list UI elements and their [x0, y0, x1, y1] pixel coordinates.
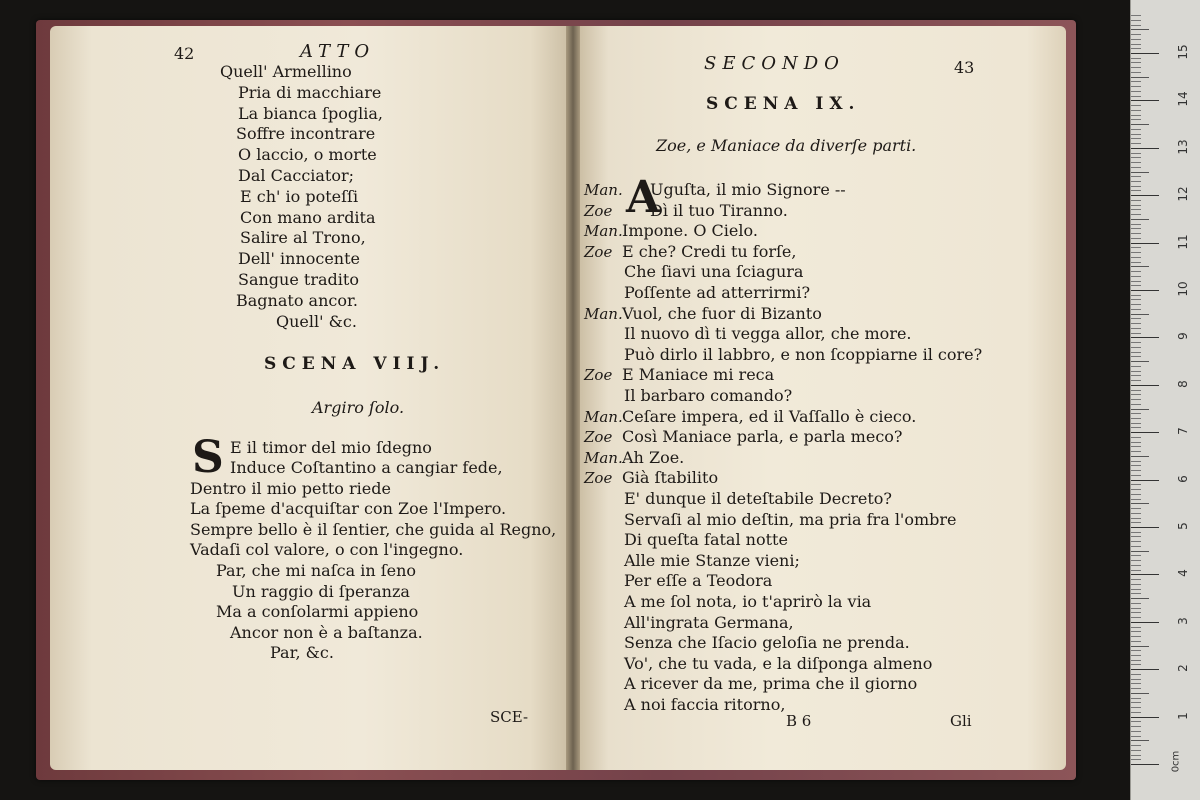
ruler-tick [1131, 432, 1159, 433]
ruler-tick [1131, 219, 1149, 220]
measuring-ruler [1130, 0, 1200, 800]
ruler-tick [1131, 375, 1141, 376]
aria-line: Induce Coſtantino a cangiar fede, [230, 458, 503, 477]
ruler-tick [1131, 34, 1141, 35]
ruler-tick [1131, 153, 1141, 154]
ruler-tick [1131, 759, 1141, 760]
ruler-tick [1131, 721, 1141, 722]
ruler-tick [1131, 48, 1141, 49]
ruler-tick [1131, 337, 1159, 338]
dialogue-line: Dì il tuo Tiranno. [650, 200, 788, 220]
ruler-tick [1131, 105, 1141, 106]
speaker-label: Zoe [584, 428, 613, 447]
ruler-tick [1131, 660, 1141, 661]
ruler-tick [1131, 740, 1149, 741]
dialogue-line: A ricever da me, prima che il giorno [624, 674, 918, 694]
ruler-tick [1131, 190, 1141, 191]
running-head-right: SECONDO [704, 53, 845, 74]
speaker-label: Man. [584, 304, 623, 323]
dialogue-line: Ceſare impera, ed il Vaſſallo è cieco. [622, 406, 917, 426]
ruler-tick [1131, 285, 1141, 286]
ruler-tick [1131, 707, 1141, 708]
dialogue-line: Vo', che tu vada, e la diſponga almeno [624, 653, 933, 673]
ruler-number: 10 [1176, 281, 1190, 297]
ruler-tick [1131, 119, 1141, 120]
ruler-tick [1131, 243, 1159, 244]
ruler-tick [1131, 465, 1141, 466]
dialogue-line: Così Maniace parla, e parla meco? [622, 427, 903, 447]
catchword-left: SCE- [490, 708, 529, 726]
ruler-tick [1131, 309, 1141, 310]
ruler-tick [1131, 541, 1141, 542]
ruler-number: 14 [1176, 91, 1190, 108]
verse-line: Dell' innocente [238, 249, 361, 269]
ruler-tick [1131, 427, 1141, 428]
dialogue-line: All'ingrata Germana, [624, 612, 794, 632]
ruler-tick [1131, 570, 1141, 571]
dialogue-line: Impone. O Cielo. [622, 221, 758, 241]
ruler-tick [1131, 636, 1141, 637]
dialogue-line: E Maniace mi reca [622, 365, 775, 385]
stage-direction-right: Zoe, e Maniace da diverſe parti. [656, 136, 917, 155]
ruler-tick [1131, 674, 1141, 675]
ruler-tick [1131, 664, 1141, 665]
ruler-tick [1131, 110, 1141, 111]
ruler-tick [1131, 390, 1141, 391]
verse-line: Salire al Trono, [240, 228, 366, 248]
ruler-tick [1131, 446, 1141, 447]
ruler-tick [1131, 100, 1159, 101]
ruler-tick [1131, 143, 1141, 144]
dialogue-line: Già ſtabilito [622, 468, 719, 488]
verse-line: O laccio, o morte [238, 145, 377, 165]
ruler-tick [1131, 627, 1141, 628]
ruler-tick [1131, 508, 1141, 509]
ruler-tick [1131, 584, 1141, 585]
right-page [574, 26, 1066, 770]
ruler-tick [1131, 484, 1141, 485]
ruler-tick [1131, 522, 1141, 523]
verse-line: Soffre incontrare [236, 124, 376, 144]
ruler-tick [1131, 290, 1159, 291]
dialogue-line: Vuol, che fuor di Bizanto [622, 303, 822, 323]
ruler-tick [1131, 233, 1141, 234]
ruler-tick [1131, 380, 1141, 381]
aria-line: Ma a conſolarmi appieno [216, 602, 419, 622]
verse-line: Pria di macchiare [238, 82, 382, 102]
ruler-tick [1131, 44, 1141, 45]
stage-direction-left: Argiro ſolo. [312, 398, 405, 417]
dialogue-line: A noi faccia ritorno, [624, 695, 786, 714]
ruler-tick [1131, 603, 1141, 604]
ruler-tick [1131, 750, 1141, 751]
ruler-tick [1131, 702, 1141, 703]
ruler-tick [1131, 323, 1141, 324]
ruler-tick [1131, 480, 1159, 481]
ruler-tick [1131, 195, 1159, 196]
ruler-tick [1131, 81, 1141, 82]
dialogue-line: Ah Zoe. [622, 447, 685, 467]
ruler-tick [1131, 186, 1141, 187]
ruler-tick [1131, 172, 1149, 173]
ruler-number: 8 [1176, 379, 1190, 388]
dialogue-line: Per eſſe a Teodora [624, 571, 773, 591]
verse-line: Quell' &c. [276, 311, 357, 331]
ruler-tick [1131, 394, 1141, 395]
ruler-tick [1131, 29, 1149, 30]
speaker-label: Man. [584, 181, 623, 199]
ruler-tick [1131, 356, 1141, 357]
ruler-tick [1131, 361, 1149, 362]
ruler-tick [1131, 418, 1141, 419]
ruler-number: 6 [1176, 474, 1190, 483]
aria-line: Par, che mi naſca in ſeno [216, 561, 417, 580]
ruler-tick [1131, 238, 1141, 239]
ruler-tick [1131, 347, 1141, 348]
ruler-tick [1131, 574, 1159, 575]
scene-title-left: SCENA VIIJ. [264, 354, 446, 374]
left-page [50, 26, 572, 770]
ruler-number: 4 [1176, 569, 1190, 578]
signature-mark: B 6 [786, 712, 812, 730]
ruler-tick [1131, 655, 1141, 656]
ruler-tick [1131, 560, 1141, 561]
ruler-tick [1131, 15, 1141, 16]
ruler-number: 2 [1176, 664, 1190, 673]
ruler-tick [1131, 181, 1141, 182]
dialogue-line: Può dirlo il labbro, e non ſcoppiarne il core? [624, 344, 983, 364]
ruler-number: 12 [1176, 186, 1190, 202]
ruler-tick [1131, 25, 1141, 26]
ruler-tick [1131, 622, 1159, 623]
ruler-tick [1131, 726, 1141, 727]
ruler-tick [1131, 399, 1141, 400]
ruler-tick [1131, 527, 1159, 528]
dialogue-line: E che? Credi tu forſe, [622, 241, 797, 261]
ruler-tick [1131, 67, 1141, 68]
aria-first-line: E il timor del mio ſdegno [230, 438, 432, 457]
dialogue-line: Uguſta, il mio Signore -- [650, 180, 846, 199]
dialogue-line: E' dunque il deteſtabile Decreto? [624, 489, 892, 508]
ruler-tick [1131, 162, 1141, 163]
dialogue-line: Poſſente ad atterrirmi? [624, 283, 811, 302]
scene-title-right: SCENA IX. [706, 94, 861, 114]
ruler-tick [1131, 138, 1141, 139]
ruler-tick [1131, 371, 1141, 372]
ruler-tick [1131, 565, 1141, 566]
ruler-tick [1131, 86, 1141, 87]
verse-line: Sangue tradito [238, 270, 359, 289]
ruler-tick [1131, 693, 1149, 694]
page-number-right: 43 [954, 58, 975, 77]
ruler-tick [1131, 205, 1141, 206]
ruler-tick [1131, 536, 1141, 537]
aria-line: Dentro il mio petto riede [190, 478, 391, 498]
ruler-tick [1131, 271, 1141, 272]
ruler-tick [1131, 404, 1141, 405]
ruler-tick [1131, 167, 1141, 168]
catchword-right: Gli [950, 712, 972, 730]
ruler-tick [1131, 247, 1141, 248]
ruler-tick [1131, 646, 1149, 647]
ruler-tick [1131, 252, 1141, 253]
ruler-tick [1131, 314, 1149, 315]
ruler-tick [1131, 764, 1159, 765]
speaker-label: Zoe [584, 366, 613, 385]
ruler-tick [1131, 641, 1141, 642]
ruler-tick [1131, 451, 1141, 452]
ruler-tick [1131, 731, 1141, 732]
ruler-tick [1131, 669, 1159, 670]
ruler-tick [1131, 679, 1141, 680]
ruler-tick [1131, 475, 1141, 476]
ruler-number: 11 [1176, 233, 1190, 250]
ruler-tick [1131, 698, 1141, 699]
speaker-label: Zoe [584, 201, 613, 220]
dialogue-line: Che ſiavi una ſciagura [624, 262, 804, 282]
ruler-tick [1131, 736, 1141, 737]
speaker-label: Man. [584, 448, 623, 467]
ruler-number: 15 [1176, 44, 1190, 60]
speaker-label: Man. [584, 222, 623, 241]
ruler-tick [1131, 72, 1141, 73]
ruler-tick [1131, 712, 1141, 713]
ruler-tick [1131, 631, 1141, 632]
ruler-tick [1131, 494, 1141, 495]
dialogue-line: Il barbaro comando? [624, 386, 793, 405]
ruler-unit-label: 0cm [1170, 750, 1182, 773]
ruler-tick [1131, 96, 1141, 97]
ruler-tick [1131, 200, 1141, 201]
ruler-tick [1131, 499, 1141, 500]
ruler-tick [1131, 409, 1149, 410]
ruler-tick [1131, 333, 1141, 334]
ruler-tick [1131, 532, 1141, 533]
aria-line: La ſpeme d'acquiſtar con Zoe l'Impero. [190, 499, 507, 519]
ruler-tick [1131, 77, 1149, 78]
ruler-tick [1131, 745, 1141, 746]
verse-line: E ch' io poteſſi [240, 186, 359, 206]
ruler-tick [1131, 276, 1141, 277]
ruler-tick [1131, 683, 1141, 684]
ruler-tick [1131, 304, 1141, 305]
running-head-left: ATTO [300, 41, 376, 62]
ruler-tick [1131, 755, 1141, 756]
ruler-tick [1131, 413, 1141, 414]
ruler-tick [1131, 295, 1141, 296]
ruler-tick [1131, 593, 1141, 594]
ruler-tick [1131, 20, 1141, 21]
dialogue-line: Alle mie Stanze vieni; [624, 550, 800, 570]
dialogue-line: Senza che Iſacio geloſia ne prenda. [624, 633, 910, 653]
ruler-number: 5 [1176, 522, 1190, 530]
ruler-tick [1131, 518, 1141, 519]
ruler-tick [1131, 281, 1141, 282]
aria-line: Vadaſi col valore, o con l'ingegno. [190, 540, 464, 560]
drop-capital-s: S [192, 432, 224, 483]
ruler-tick [1131, 53, 1159, 54]
dialogue-line: A me ſol nota, io t'aprirò la via [624, 592, 872, 611]
page-number-left: 42 [174, 44, 195, 63]
dialogue-line: Servaſi al mio deſtin, ma pria fra l'ombre [624, 509, 957, 529]
ruler-tick [1131, 366, 1141, 367]
ruler-tick [1131, 470, 1141, 471]
ruler-tick [1131, 39, 1141, 40]
ruler-tick [1131, 437, 1141, 438]
ruler-tick [1131, 489, 1141, 490]
ruler-tick [1131, 551, 1149, 552]
speaker-label: Zoe [584, 242, 613, 261]
verse-line: Bagnato ancor. [236, 290, 358, 310]
ruler-number: 1 [1176, 711, 1190, 720]
aria-line: Un raggio di ſperanza [232, 581, 410, 601]
ruler-tick [1131, 228, 1141, 229]
ruler-tick [1131, 134, 1141, 135]
aria-line: Ancor non è a baſtanza. [230, 622, 423, 642]
ruler-tick [1131, 224, 1141, 225]
ruler-tick [1131, 214, 1141, 215]
ruler-tick [1131, 546, 1141, 547]
ruler-number: 13 [1176, 139, 1190, 155]
ruler-number: 3 [1176, 616, 1190, 625]
ruler-tick [1131, 124, 1149, 125]
verse-line: La bianca ſpoglia, [238, 103, 383, 123]
ruler-tick [1131, 555, 1141, 556]
speaker-label: Zoe [584, 469, 613, 488]
ruler-tick [1131, 579, 1141, 580]
ruler-tick [1131, 209, 1141, 210]
ruler-tick [1131, 423, 1141, 424]
ruler-tick [1131, 148, 1159, 149]
drop-capital-a: A [626, 172, 661, 223]
ruler-tick [1131, 612, 1141, 613]
ruler-tick [1131, 598, 1149, 599]
ruler-tick [1131, 503, 1149, 504]
ruler-tick [1131, 266, 1149, 267]
ruler-tick [1131, 650, 1141, 651]
ruler-tick [1131, 91, 1141, 92]
dialogue-line: Il nuovo dì ti vegga allor, che more. [624, 324, 912, 344]
aria-line: Par, &c. [270, 643, 334, 663]
ruler-tick [1131, 262, 1141, 263]
ruler-tick [1131, 717, 1159, 718]
ruler-tick [1131, 589, 1141, 590]
ruler-tick [1131, 299, 1141, 300]
ruler-tick [1131, 129, 1141, 130]
ruler-tick [1131, 352, 1141, 353]
ruler-tick [1131, 62, 1141, 63]
speaker-label: Man. [584, 407, 623, 426]
dialogue-line: Di queſta fatal notte [624, 530, 788, 550]
ruler-tick [1131, 385, 1159, 386]
ruler-tick [1131, 456, 1149, 457]
book-gutter [566, 26, 580, 770]
ruler-tick [1131, 442, 1141, 443]
ruler-tick [1131, 617, 1141, 618]
ruler-tick [1131, 513, 1141, 514]
ruler-number: 9 [1176, 332, 1190, 341]
ruler-tick [1131, 115, 1141, 116]
ruler-tick [1131, 176, 1141, 177]
ruler-tick [1131, 318, 1141, 319]
verse-line: Dal Cacciator; [238, 166, 355, 185]
ruler-tick [1131, 461, 1141, 462]
verse-line: Con mano ardita [240, 207, 376, 227]
ruler-tick [1131, 157, 1141, 158]
ruler-tick [1131, 688, 1141, 689]
ruler-tick [1131, 58, 1141, 59]
verse-line: Quell' Armellino [220, 62, 352, 81]
ruler-number: 7 [1176, 427, 1190, 436]
ruler-tick [1131, 257, 1141, 258]
ruler-tick [1131, 328, 1141, 329]
aria-line: Sempre bello è il ſentier, che guida al Regno, [190, 519, 557, 539]
ruler-tick [1131, 342, 1141, 343]
ruler-tick [1131, 608, 1141, 609]
